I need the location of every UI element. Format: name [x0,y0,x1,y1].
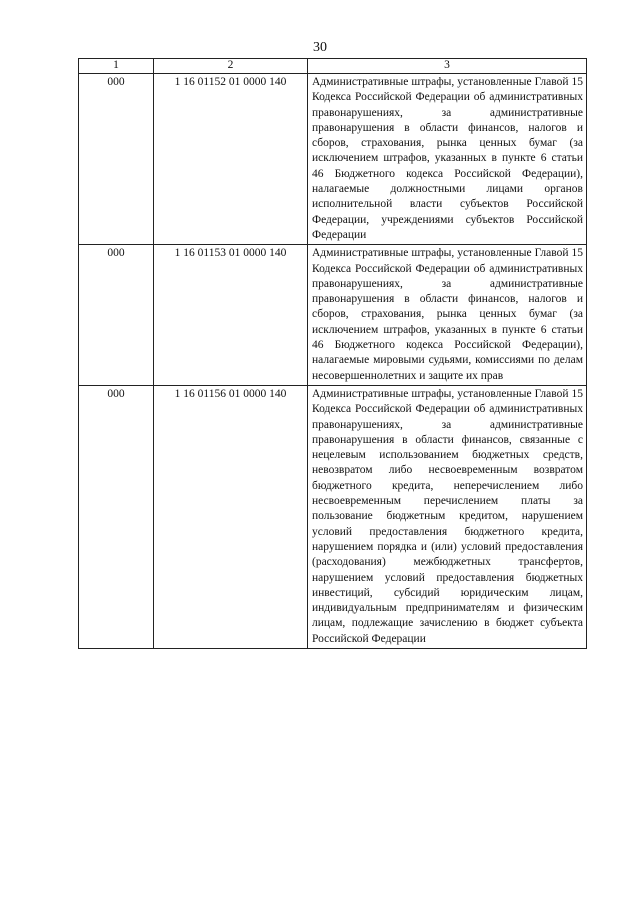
table-row [79,74,587,245]
budget-codes-table [78,58,587,649]
table-row [79,385,587,648]
table-row [79,245,587,386]
description-cell: Административные штрафы, установленные Главой 15 Кодекса Российской Федерации об административных правонарушениях, за административные правонарушения в области финансов, налогов и сборов, страхования, рынка ценных бумаг (за исключением штрафов, указанных в пункте 6 статьи 46 Бюджетного кодекса Российской Федерации), налагаемые мировыми судьями, комиссиями по делам несовершеннолетних и защите их прав [308,245,587,386]
column-header-1: 1 [79,59,154,74]
description-cell: Административные штрафы, установленные Главой 15 Кодекса Российской Федерации об административных правонарушениях, за административные правонарушения в области финансов, налогов и сборов, страхования, рынка ценных бумаг (за исключением штрафов, указанных в пункте 6 статьи 46 Бюджетного кодекса Российской Федерации), налагаемые должностными лицами органов исполнительной власти субъектов Российской Федерации, учреждениями субъектов Российской Федерации [308,74,587,245]
kbk-code-cell: 1 16 01153 01 0000 140 [154,245,308,386]
admin-code-cell: 000 [79,385,154,648]
kbk-code-cell: 1 16 01152 01 0000 140 [154,74,308,245]
column-header-3: 3 [308,59,587,74]
admin-code-cell: 000 [79,245,154,386]
admin-code-cell: 000 [79,74,154,245]
table-header-row [79,59,587,74]
column-header-2: 2 [154,59,308,74]
kbk-code-cell: 1 16 01156 01 0000 140 [154,385,308,648]
description-cell: Административные штрафы, установленные Главой 15 Кодекса Российской Федерации об административных правонарушениях, за административные правонарушения в области финансов, связанные с нецелевым использованием бюджетных средств, невозвратом либо несвоевременным возвратом бюджетного кредита, неперечислением либо несвоевременным перечислением платы за пользование бюджетным кредитом, нарушением условий предоставления бюджетного кредита, нарушением порядка и (или) условий предоставления (расходования) межбюджетных трансфертов, нарушением условий предоставления бюджетных инвестиций, субсидий юридическим лицам, индивидуальным предпринимателям и физическим лицам, подлежащие зачислению в бюджет субъекта Российской Федерации [308,385,587,648]
page-number: 30 [313,40,327,55]
